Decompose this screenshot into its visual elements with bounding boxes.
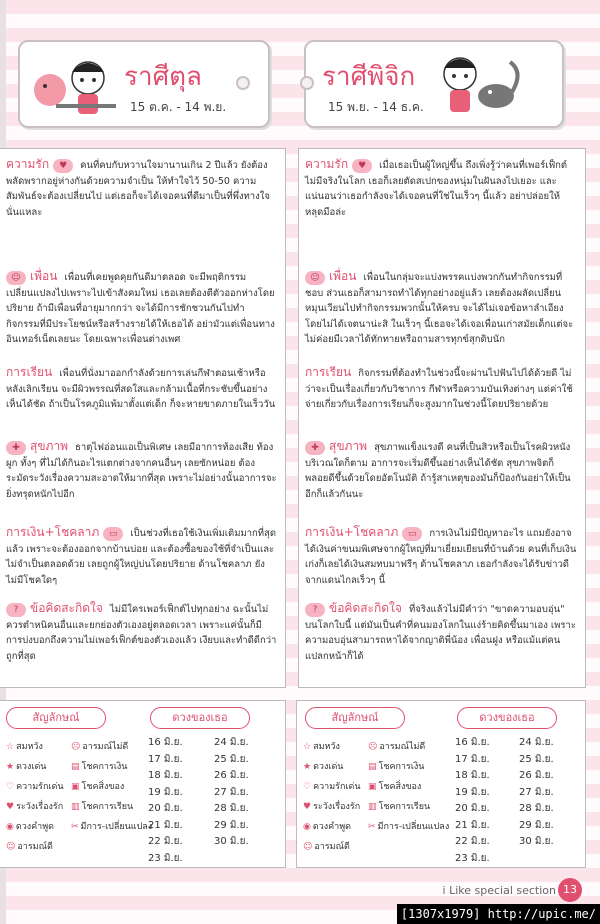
day-entry: 26 มิ.ย. [519,770,554,781]
friends-icon: ☺ [6,271,26,285]
libra-horoscope-column [0,148,286,688]
smile-icon: ☺ [6,842,16,852]
libra-study-section [6,365,277,413]
love-text: คนที่คบกับหวานใจมานานเกิน 2 ปีแล้ว ยังต้องพลัดพรากอยู่ห่างกันด้วยความจำเป็น ให้ทำใจไว้ 50-50 ความสัมพันธ์จะต้องเปลี่ยนไป แต่เธอก็จะได้เจอคนที่ดีมาเป็นที่พึ่งทางใจนั่นแหละ [6,160,270,218]
study-heading: การเรียน [305,365,352,379]
fortune-heading: ดวงของเธอ [150,707,250,729]
day-entry: 26 มิ.ย. [214,770,249,781]
legend-item: โชคการเงิน [81,762,128,772]
legend-item: ระวังเรื่องรัก [313,802,361,812]
scorpio-love-section [305,157,577,220]
day-entry: 22 มิ.ย. [455,836,490,847]
tag-hole [300,76,314,90]
money-icon: ▤ [368,762,377,772]
legend-item: อารมณ์ไม่ดี [82,742,129,752]
day-entry: 17 มิ.ย. [148,753,183,765]
broken-heart-icon: ♥ [6,802,15,812]
advice-text: ไม่มีใครเพอร์เฟ็กต์ไปทุกอย่าง ฉะนั้นไม่ควรตำหนิคนอื่นและยกย่องตัวเองอยู่ตลอดเวลา เพราะแค่นั้นก็มีการบ่งบอกถึงความไม่เพอร์เฟ็กต์ของตัวเองแล้ว เงียบและทำดีดีกว่าถูกที่สุด [6,604,277,662]
friend-heading: เพื่อน [329,269,357,283]
day-entry: 27 มิ.ย. [214,786,249,798]
day-entry: 20 มิ.ย. [148,803,183,814]
day-entry: 24 มิ.ย. [519,737,554,748]
symbols-legend [6,737,153,857]
watermark: [1307x1979] http://upic.me/ [397,904,600,924]
study-text: เพื่อนที่นั่งมาออกกำลังด้วยการเล่นกีฬาตอนเช้าหรือหลังเลิกเรียน จะมีผิวพรรณที่สดใสและกล้ามเนื้อที่กระชับขึ้นอย่างเห็นได้ชัด ถ้าเป็นโรคภูมิแพ้มาตั้งแต่เด็ก ก็จะหายขาดภายในเร็ววัน [6,368,276,410]
health-heading: สุขภาพ [329,439,368,453]
legend-item: ดวงคำพูด [15,822,55,832]
libra-illustration [26,56,122,122]
scorpio-title: ราศีพิจิก [322,62,416,92]
legend-item: อารมณ์ไม่ดี [379,742,426,752]
day-entry: 18 มิ.ย. [455,770,490,781]
heart-icon: ♥ [352,159,372,173]
sad-face-icon: ☹ [368,742,378,752]
symbols-legend [303,737,450,857]
day-entry: 22 มิ.ย. [148,836,183,847]
legend-item: สมหวัง [313,742,340,752]
friend-text: เพื่อนที่เคยพูดคุยกันดีมาตลอด จะมีพฤติกรรมเปลี่ยนแปลงไปเพราะไปเข้าสังคมใหม่ เธอเลยต้องตีตัวออกห่างโดยปริยาย ถ้ามีเพื่อนที่อายุมากกว่า จะได้มีการชักชวนกันไปทำกิจกรรมที่มีประโยชน์หรือสร้างรายได้ให้เธอได้ อย่ามัวแต่เพื่อนทางอินเทอร์เน็ตเลยนะ โดยเฉพาะเพื่อนต่างเพศ [6,272,275,345]
fortune-days-col-2 [214,735,249,851]
scissors-icon: ✂ [71,822,79,832]
star-icon: ☆ [6,742,15,752]
book-icon: ▥ [71,802,80,812]
scorpio-illustration [430,52,526,118]
day-entry: 24 มิ.ย. [214,737,249,748]
fortune-days-col-1 [148,735,183,867]
legend-item: ความรักเด่น [16,782,64,792]
scorpio-health-section [305,439,577,502]
libra-health-section [6,439,277,502]
lips-icon: ◉ [303,822,311,832]
day-entry: 27 มิ.ย. [519,786,554,798]
question-icon: ? [6,603,26,617]
study-text: กิจกรรมที่ต้องทำในช่วงนี้จะผ่านไปฟันไปได้ด้วยดี ไม่ว่าจะเป็นเรื่องเกี่ยวกับวิชาการ กีฬาหรือความบันเทิงต่างๆ แต่ค่าใช้จ่ายเกี่ยวกับเรื่องการเรียนก็จะสูงมากในช่วงนี้โดยปริยายด้วย [305,368,573,410]
day-entry: 23 มิ.ย. [455,852,490,864]
love-text: เมื่อเธอเป็นผู้ใหญ่ขึ้น ถึงเพิ่งรู้ว่าคนที่เพอร์เฟ็กต์ไม่มีจริงในโลก เธอก็เลยตัดสเปกของหนุ่มในฝันลงไปเยอะ และแน่นอนว่าเธอกำลังจะได้เจอคนที่ใช่ในเร็วๆ นี้แล้ว อย่าปล่อยให้หลุดมือล่ะ [305,160,568,218]
day-entry: 17 มิ.ย. [455,753,490,765]
legend-item: ความรักเด่น [313,782,361,792]
day-entry: 23 มิ.ย. [148,852,183,864]
health-text: สุขภาพแข็งแรงดี คนที่เป็นสิวหรือเป็นโรคผิวหนังบริเวณใดก็ตาม อาการจะเริ่มดีขึ้นอย่างเห็นได้ชัด สุขภาพจิตก็พลอยดีขึ้นด้วยโดยอัตโนมัติ ถ้ารู้สาเหตุของมันก็ป้องกันอย่าให้เป็นอีกก็แล้วกันนะ [305,442,571,500]
day-entry: 28 มิ.ย. [519,803,554,814]
fortune-days-col-2 [519,735,554,851]
friend-text: เพื่อนในกลุ่มจะแบ่งพรรคแบ่งพวกกันทำกิจกรรมที่ชอบ ส่วนเธอก็สามารถทำได้ทุกอย่างอยู่แล้ว เลยต้องผลัดเปลี่ยนหมุนเวียนไปทำกิจกรรมพวกนั้นให้ครบ จะได้ไม่เจอข้อหาลำเอียงโดยไม่ได้เจตนาน่ะสิ ในเร็วๆ นี้เธอจะได้เจอเพื่อนเก่าสมัยเด็กแต่จะไม่ค่อยมีเวลาได้ทักทายหรือถามสารทุกข์สุกดิบนัก [305,272,574,345]
day-entry: 25 มิ.ย. [519,753,554,765]
gift-icon: ▣ [71,782,80,792]
legend-item: อารมณ์ดี [314,842,350,852]
legend-item: โชคการเงิน [378,762,425,772]
question-icon: ? [305,603,325,617]
love-heading: ความรัก [6,157,50,171]
libra-calendar-box [0,700,286,868]
money-text: การเงินไม่มีปัญหาอะไร แถมยังอาจได้เงินค่าขนมพิเศษจากผู้ใหญ่ที่มาเยี่ยมเยียนที่บ้านด้วย คนที่เก็บเงินเก่งก็เลยได้เงินสมทบมาฟรีๆ ด้านโชคลาภ เธอกำลังจะได้รับข่าวดีจากแดนไกลเร็วๆ นี้ [305,528,577,586]
libra-money-section [6,525,277,588]
symbols-heading: สัญลักษณ์ [6,707,106,729]
day-entry: 19 มิ.ย. [455,786,490,798]
money-heading: การเงิน+โชคลาภ [6,525,100,539]
smile-icon: ☺ [303,842,313,852]
day-entry: 21 มิ.ย. [148,819,183,831]
legend-item: มีการ-เปลี่ยนแปลง [377,822,450,832]
day-entry: 21 มิ.ย. [455,819,490,831]
money-text: เป็นช่วงที่เธอใช้เงินเพิ่มเติมมากที่สุดแล้ว เพราะจะต้องออกจากบ้านบ่อย และต้องซื้อของใช้ที่จำเป็นและไม่จำเป็นตลอดด้วย เลยถูกผู้ใหญ่บ่นโดยปริยาย ด้านโชคลาภ ยังไม่มีโชคใดๆ [6,528,277,586]
wallet-icon: ▭ [402,527,422,541]
fortune-days-col-1 [455,735,490,867]
advice-heading: ข้อคิดสะกิดใจ [30,601,103,615]
scorpio-money-section [305,525,577,588]
libra-date-range: 15 ต.ค. - 14 พ.ย. [130,100,227,114]
scissors-icon: ✂ [368,822,376,832]
legend-item: มีการ-เปลี่ยนแปลง [80,822,153,832]
day-entry: 25 มิ.ย. [214,753,249,765]
scorpio-advice-section [305,601,577,664]
fortune-heading: ดวงของเธอ [457,707,557,729]
advice-text: ที่จริงแล้วไม่มีคำว่า "ขาดความอบอุ่น" บนโลกใบนี้ แต่มันเป็นคำที่คนมองโลกในแง่ร้ายคิดขึ้นมาเอง เพราะความอบอุ่นสามารถหาได้จากญาติพี่น้อง เพื่อนฝูง หรือแม้แต่คนแปลกหน้าก็ได้ [305,604,576,662]
heart-icon: ♡ [303,782,312,792]
legend-item: สมหวัง [16,742,43,752]
legend-item: ดวงเด่น [16,762,47,772]
day-entry: 16 มิ.ย. [455,737,490,748]
scorpio-date-range: 15 พ.ย. - 14 ธ.ค. [328,100,424,114]
friends-icon: ☺ [305,271,325,285]
money-icon: ▤ [71,762,80,772]
legend-item: ระวังเรื่องรัก [16,802,64,812]
libra-title: ราศีตุล [124,62,202,92]
legend-item: โชคสิ่งของ [378,782,422,792]
libra-advice-section [6,601,277,664]
wallet-icon: ▭ [103,527,123,541]
day-entry: 29 มิ.ย. [214,819,249,831]
scorpio-calendar-box [296,700,586,868]
money-heading: การเงิน+โชคลาภ [305,525,399,539]
nurse-icon: ✚ [305,441,325,455]
page-number: 13 [558,878,582,902]
lips-icon: ◉ [6,822,14,832]
health-heading: สุขภาพ [30,439,69,453]
libra-love-section [6,157,277,220]
day-entry: 16 มิ.ย. [148,737,183,748]
health-text: ธาตุไฟอ่อนแอเป็นพิเศษ เลยมีอาการท้องเสีย ท้องผูก ทั้งๆ ที่ไม่ได้กินอะไรแตกต่างจากคนอื่นๆ เลยซักหน่อย ต้องระมัดระวังเรื่องความสะอาดให้มากที่สุด เพราะไม่อย่างนั้นอาการจะยิ่งทรุดหนักไปอีก [6,442,277,500]
libra-friend-section [6,269,277,348]
libra-header-tag [18,40,270,128]
scorpio-horoscope-column [298,148,586,688]
broken-heart-icon: ♥ [303,802,312,812]
day-entry: 29 มิ.ย. [519,819,554,831]
scorpio-study-section [305,365,577,413]
legend-item: โชคการเรียน [81,802,134,812]
day-entry: 19 มิ.ย. [148,786,183,798]
scorpio-friend-section [305,269,577,348]
star-icon: ☆ [303,742,312,752]
legend-item: โชคการเรียน [378,802,431,812]
legend-item: อารมณ์ดี [17,842,53,852]
heart-icon: ♡ [6,782,15,792]
filled-star-icon: ★ [303,762,312,772]
day-entry: 30 มิ.ย. [519,836,554,847]
day-entry: 30 มิ.ย. [214,836,249,847]
symbols-heading: สัญลักษณ์ [305,707,405,729]
legend-item: ดวงคำพูด [312,822,352,832]
friend-heading: เพื่อน [30,269,58,283]
filled-star-icon: ★ [6,762,15,772]
advice-heading: ข้อคิดสะกิดใจ [329,601,402,615]
legend-item: ดวงเด่น [313,762,344,772]
study-heading: การเรียน [6,365,53,379]
love-heading: ความรัก [305,157,349,171]
legend-item: โชคสิ่งของ [81,782,125,792]
section-footer: i Like special section [442,884,556,897]
day-entry: 18 มิ.ย. [148,770,183,781]
gift-icon: ▣ [368,782,377,792]
tag-hole [236,76,250,90]
nurse-icon: ✚ [6,441,26,455]
scorpio-header-tag [304,40,564,128]
day-entry: 20 มิ.ย. [455,803,490,814]
heart-icon: ♥ [53,159,73,173]
sad-face-icon: ☹ [71,742,81,752]
book-icon: ▥ [368,802,377,812]
day-entry: 28 มิ.ย. [214,803,249,814]
